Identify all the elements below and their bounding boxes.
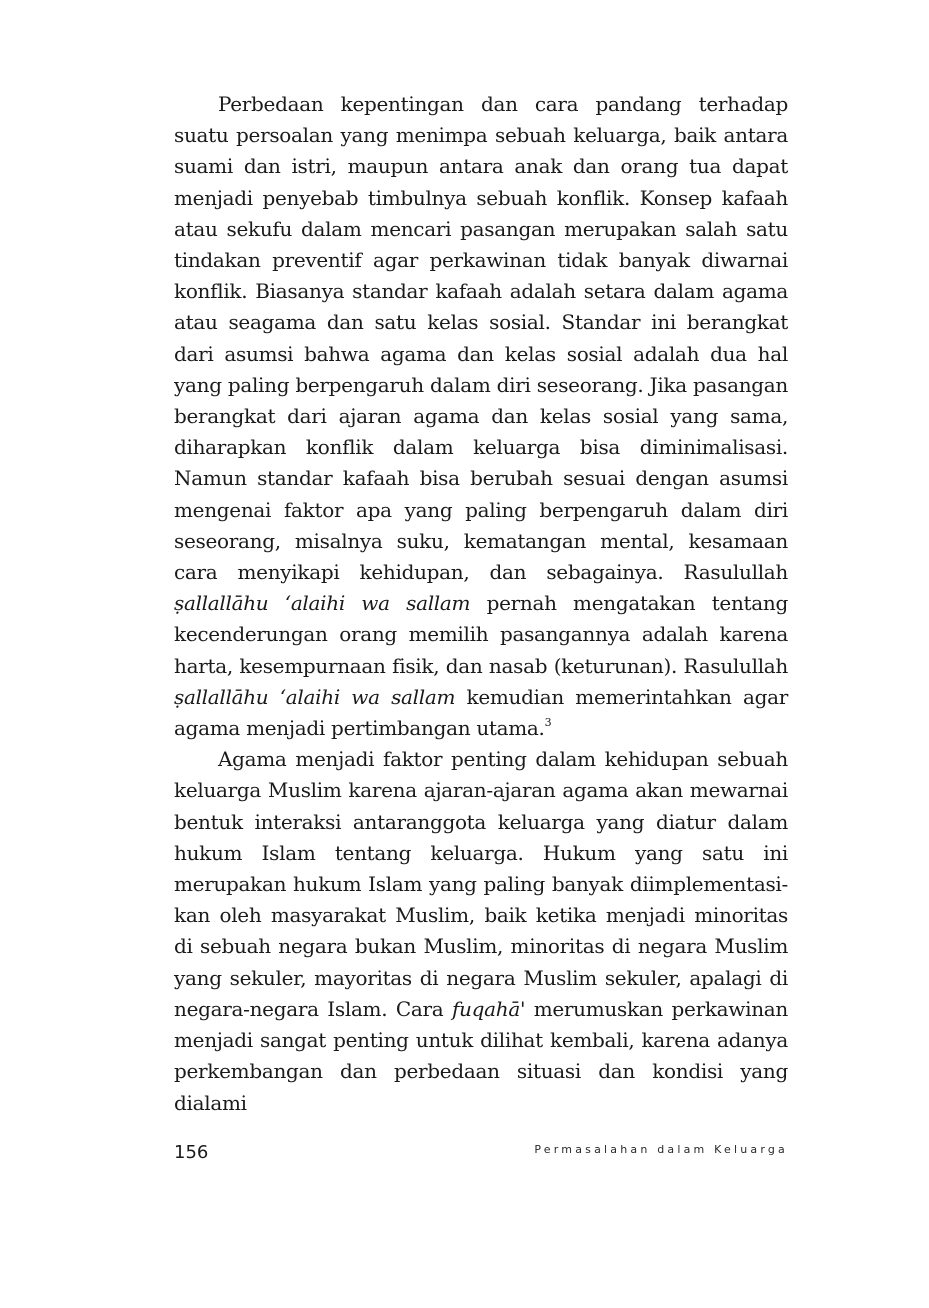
running-title: Permasalahan dalam Keluarga [534,1143,788,1156]
paragraph-2-text-b: merumuskan perkawinan menjadi sangat penting untuk dilihat kembali, karena adanya perkembangan dan perbedaan situasi dan kondisi yang dialami [174,996,789,1115]
paragraph-2-text-a: Agama menjadi faktor penting dalam kehidupan sebuah keluarga Muslim karena ajaran-ajaran agama akan mewarnai bentuk interaksi antaranggota keluarga yang diatur dalam hukum Islam tentang keluarga. Hukum yang satu ini merupakan hukum Islam yang paling banyak diimplementasi-kan oleh masyarakat Muslim, baik ketika menjadi minoritas di sebuah negara bukan Muslim, minoritas di negara Muslim yang sekuler, mayoritas di negara Muslim sekuler, apalagi di negara-negara Islam. Cara [174,747,788,1021]
paragraph-1-italic-a: ṣallallāhu ‘alaihi wa sallam [174,591,471,616]
footnote-ref[interactable]: 3 [544,716,552,730]
paragraph-2-italic-a: fuqahā' [451,996,526,1021]
paragraph-1-text-a: Perbedaan kepentingan dan cara pandang terhadap suatu persoalan yang menimpa sebuah keluarga, baik antara suami dan istri, maupun antara anak dan orang tua dapat menjadi penyebab timbulnya sebuah konflik. Konsep kafaah atau sekufu dalam mencari pasangan merupakan salah satu tindakan preventif agar perkawinan tidak banyak diwarnai konflik. Biasanya standar kafaah adalah setara dalam agama atau seagama dan satu kelas sosial. Standar ini berangkat dari asumsi bahwa agama dan kelas sosial adalah dua hal yang paling berpengaruh dalam diri seseorang. Jika pasangan berangkat dari ajaran agama dan kelas sosial yang sama, diharapkan konflik dalam keluarga bisa diminimalisasi. Namun standar kafaah bisa berubah sesuai dengan asumsi mengenai faktor apa yang paling berpengaruh dalam diri seseorang, misalnya suku, kematangan mental, kesamaan cara menyikapi kehidupan, dan sebagainya. Rasulullah [174,92,788,585]
paragraph-1-text-c: kemudian memerintahkan agar agama menjadi pertimbangan utama. [174,684,788,741]
body-text [174,89,788,1119]
paragraph-1 [174,89,788,744]
paragraph-2 [174,744,788,1118]
page-number: 156 [174,1142,209,1163]
paragraph-1-italic-b: ṣallallāhu ‘alaihi wa sallam [174,684,456,709]
paragraph-1-text-b: pernah mengatakan tentang kecenderungan orang memilih pasangannya adalah karena harta, kesempurnaan fisik, dan nasab (keturunan). Rasulullah [174,591,788,678]
